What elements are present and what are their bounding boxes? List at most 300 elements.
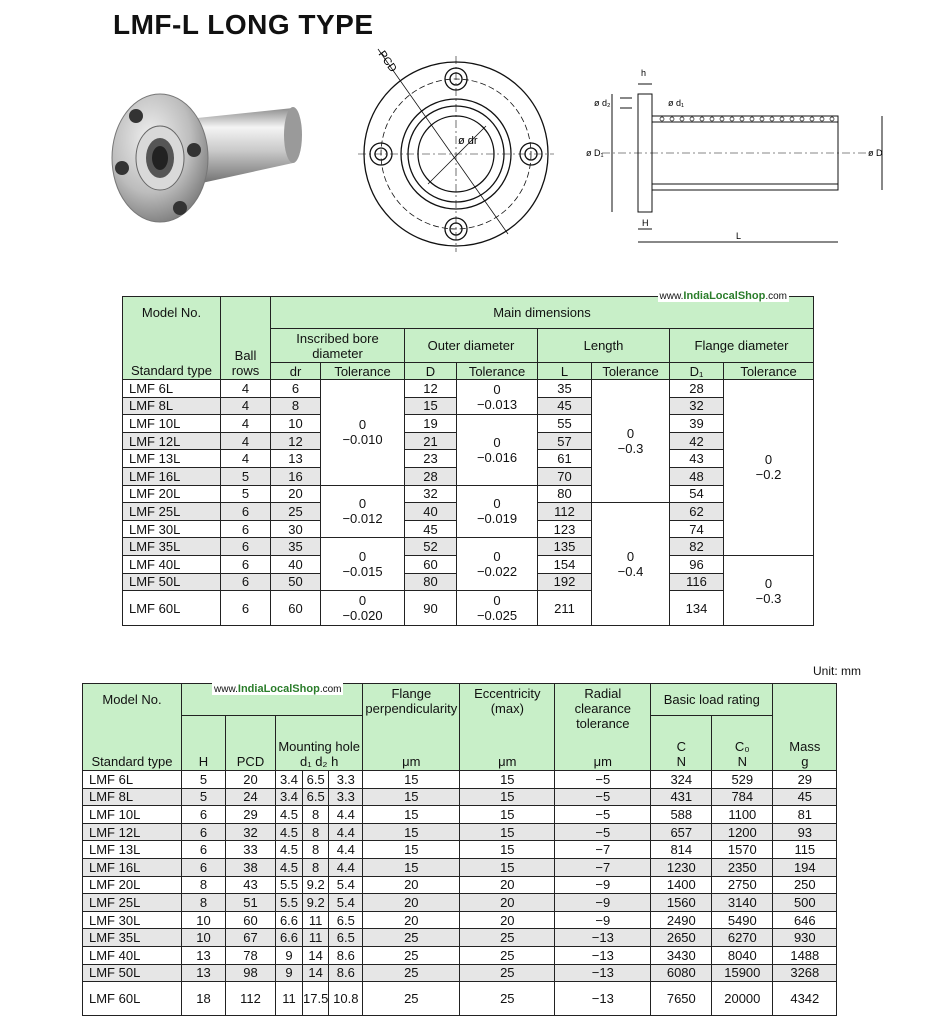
- model-cell: LMF 30L: [123, 520, 221, 538]
- dr-cell: 16: [271, 467, 321, 485]
- ball-rows-cell: 6: [221, 503, 271, 521]
- C-cell: 1560: [651, 894, 712, 912]
- C-cell: 2650: [651, 929, 712, 947]
- tolerance-cell: 0 −0.010: [321, 380, 405, 486]
- D-cell: 40: [405, 503, 457, 521]
- D-cell: 45: [405, 520, 457, 538]
- table-row: [83, 929, 837, 947]
- L-cell: 192: [538, 573, 592, 591]
- C0-cell: 1100: [712, 806, 773, 824]
- tolerance-cell: 0 −0.016: [457, 415, 538, 485]
- ecc-cell: 15: [460, 788, 555, 806]
- ecc-cell: 25: [460, 982, 555, 1016]
- table-row: [83, 788, 837, 806]
- rad-cell: −5: [555, 823, 651, 841]
- h-cell: 4.4: [329, 823, 363, 841]
- mass-cell: 3268: [773, 964, 837, 982]
- d2-cell: 8: [303, 858, 329, 876]
- fp-cell: 25: [363, 929, 460, 947]
- L-cell: 70: [538, 467, 592, 485]
- model-cell: LMF 6L: [83, 771, 182, 789]
- fp-cell: 15: [363, 788, 460, 806]
- H-cell: 6: [182, 823, 226, 841]
- PCD-cell: 78: [226, 946, 276, 964]
- d1-cell: 9: [276, 964, 303, 982]
- dr-cell: 60: [271, 591, 321, 626]
- bore-group-header: Inscribed bore diameter: [271, 329, 405, 363]
- table-row: [123, 591, 814, 626]
- D-label: ø D: [868, 148, 883, 158]
- table-row: [83, 876, 837, 894]
- table-row: [123, 485, 814, 503]
- D1-label: ø D₁: [586, 148, 604, 158]
- table-row: [83, 964, 837, 982]
- ball-rows-cell: 5: [221, 467, 271, 485]
- D-cell: 15: [405, 397, 457, 415]
- fp-cell: 25: [363, 982, 460, 1016]
- dr-label: ø dr: [458, 135, 478, 147]
- d1-cell: 5.5: [276, 894, 303, 912]
- d1-label: ø d₁: [668, 98, 685, 108]
- ecc-cell: 15: [460, 858, 555, 876]
- mass-cell: 93: [773, 823, 837, 841]
- dr-cell: 35: [271, 538, 321, 556]
- C-cell: 3430: [651, 946, 712, 964]
- mass-cell: 115: [773, 841, 837, 859]
- H-cell: 8: [182, 894, 226, 912]
- ecc-cell: 25: [460, 964, 555, 982]
- unit-N: N: [712, 754, 773, 771]
- C0-cell: 529: [712, 771, 773, 789]
- model-cell: LMF 20L: [83, 876, 182, 894]
- D1-cell: 43: [670, 450, 724, 468]
- L-cell: 135: [538, 538, 592, 556]
- tolerance-cell: 0 −0.012: [321, 485, 405, 538]
- ecc-cell: 25: [460, 946, 555, 964]
- C-cell: 1400: [651, 876, 712, 894]
- model-cell: LMF 40L: [83, 946, 182, 964]
- rad-cell: −13: [555, 929, 651, 947]
- C-cell: 588: [651, 806, 712, 824]
- H-cell: 8: [182, 876, 226, 894]
- L-label: L: [736, 231, 742, 241]
- mass-cell: 1488: [773, 946, 837, 964]
- mass-cell: 500: [773, 894, 837, 912]
- ecc-cell: 15: [460, 806, 555, 824]
- sub-tol: Tolerance: [321, 363, 405, 380]
- D1-cell: 28: [670, 380, 724, 398]
- ecc-cell: 20: [460, 894, 555, 912]
- main-dimensions-table: [122, 290, 814, 626]
- PCD-cell: 43: [226, 876, 276, 894]
- length-group-header: Length: [538, 329, 670, 363]
- dr-cell: 25: [271, 503, 321, 521]
- D-cell: 21: [405, 432, 457, 450]
- model-cell: LMF 25L: [83, 894, 182, 912]
- h-cell: 3.3: [329, 771, 363, 789]
- mass-header: Mass: [773, 716, 837, 754]
- H-cell: 5: [182, 788, 226, 806]
- PCD-cell: 67: [226, 929, 276, 947]
- h-cell: 8.6: [329, 964, 363, 982]
- D-cell: 90: [405, 591, 457, 626]
- D-cell: 28: [405, 467, 457, 485]
- L-cell: 154: [538, 555, 592, 573]
- PCD-header: PCD: [226, 754, 276, 771]
- d1-cell: 4.5: [276, 823, 303, 841]
- dr-cell: 8: [271, 397, 321, 415]
- D1-cell: 62: [670, 503, 724, 521]
- dr-cell: 13: [271, 450, 321, 468]
- model-cell: LMF 16L: [123, 467, 221, 485]
- H-label: H: [642, 218, 649, 228]
- sub-tol: Tolerance: [724, 363, 814, 380]
- dr-cell: 10: [271, 415, 321, 433]
- d2-cell: 8: [303, 806, 329, 824]
- D1-cell: 39: [670, 415, 724, 433]
- ecc-cell: 20: [460, 876, 555, 894]
- model-cell: LMF 20L: [123, 485, 221, 503]
- outer-group-header: Outer diameter: [405, 329, 538, 363]
- mass-cell: 4342: [773, 982, 837, 1016]
- C0-cell: 1570: [712, 841, 773, 859]
- model-cell: LMF 13L: [83, 841, 182, 859]
- dr-cell: 40: [271, 555, 321, 573]
- fp-cell: 25: [363, 946, 460, 964]
- d1-cell: 9: [276, 946, 303, 964]
- model-cell: LMF 10L: [83, 806, 182, 824]
- model-cell: LMF 50L: [83, 964, 182, 982]
- d2-cell: 14: [303, 946, 329, 964]
- table-row: [83, 894, 837, 912]
- dr-cell: 6: [271, 380, 321, 398]
- model-cell: LMF 40L: [123, 555, 221, 573]
- C0-cell: 1200: [712, 823, 773, 841]
- C-cell: 2490: [651, 911, 712, 929]
- D-cell: 60: [405, 555, 457, 573]
- dr-cell: 12: [271, 432, 321, 450]
- d1-cell: 3.4: [276, 771, 303, 789]
- mass-cell: 250: [773, 876, 837, 894]
- mounting-hole-header: Mounting hole: [276, 716, 363, 754]
- rad-cell: −5: [555, 788, 651, 806]
- ecc-cell: 20: [460, 911, 555, 929]
- h-cell: 6.5: [329, 929, 363, 947]
- PCD-cell: 32: [226, 823, 276, 841]
- H-cell: 6: [182, 806, 226, 824]
- C-cell: 7650: [651, 982, 712, 1016]
- d2-cell: 6.5: [303, 788, 329, 806]
- table-row: [123, 415, 814, 433]
- H-cell: 13: [182, 946, 226, 964]
- standard-type-header: Standard type: [83, 754, 182, 771]
- watermark: www.IndiaLocalShop.com: [214, 683, 342, 695]
- D-cell: 52: [405, 538, 457, 556]
- L-cell: 45: [538, 397, 592, 415]
- ecc-cell: 25: [460, 929, 555, 947]
- h-label: h: [641, 68, 647, 78]
- D1-cell: 96: [670, 555, 724, 573]
- PCD-cell: 33: [226, 841, 276, 859]
- PCD-cell: 60: [226, 911, 276, 929]
- ecc-cell: 15: [460, 771, 555, 789]
- basic-load-header: Basic load rating: [651, 684, 773, 716]
- page-title: LMF-L LONG TYPE: [113, 9, 374, 40]
- L-cell: 55: [538, 415, 592, 433]
- C0-cell: 20000: [712, 982, 773, 1016]
- watermark: www.IndiaLocalShop.com: [659, 290, 787, 302]
- model-cell: LMF 10L: [123, 415, 221, 433]
- ball-rows-cell: 6: [221, 520, 271, 538]
- L-cell: 211: [538, 591, 592, 626]
- C0-cell: 2350: [712, 858, 773, 876]
- model-cell: LMF 12L: [123, 432, 221, 450]
- main-dimensions-label: Main dimensions: [493, 305, 591, 320]
- model-cell: LMF 35L: [123, 538, 221, 556]
- D1-cell: 74: [670, 520, 724, 538]
- rad-cell: −5: [555, 806, 651, 824]
- C-cell: 6080: [651, 964, 712, 982]
- D1-cell: 82: [670, 538, 724, 556]
- product-photo: [108, 78, 308, 238]
- L-cell: 123: [538, 520, 592, 538]
- C-cell: 324: [651, 771, 712, 789]
- load-rating-table: [82, 683, 837, 1016]
- C0-cell: 3140: [712, 894, 773, 912]
- D-cell: 12: [405, 380, 457, 398]
- model-no-header: Model No.: [83, 684, 182, 716]
- rows-header: rows: [221, 363, 271, 380]
- PCD-cell: 98: [226, 964, 276, 982]
- h-cell: 3.3: [329, 788, 363, 806]
- C-cell: 431: [651, 788, 712, 806]
- sub-tol: Tolerance: [592, 363, 670, 380]
- C0-cell: 8040: [712, 946, 773, 964]
- pcd-label: PCD: [375, 48, 399, 75]
- fp-cell: 15: [363, 771, 460, 789]
- D1-cell: 116: [670, 573, 724, 591]
- model-cell: LMF 60L: [123, 591, 221, 626]
- main-dimensions-header: [271, 290, 814, 329]
- model-cell: LMF 30L: [83, 911, 182, 929]
- C0-cell: 784: [712, 788, 773, 806]
- H-cell: 13: [182, 964, 226, 982]
- rad-cell: −9: [555, 894, 651, 912]
- unit-N: N: [651, 754, 712, 771]
- C0-header: C₀: [712, 716, 773, 754]
- d2-label: ø d₂: [594, 98, 611, 108]
- d2-cell: 11: [303, 911, 329, 929]
- dr-cell: 50: [271, 573, 321, 591]
- table-row: [83, 771, 837, 789]
- tolerance-cell: 0 −0.022: [457, 538, 538, 591]
- ball-rows-cell: 5: [221, 485, 271, 503]
- model-cell: LMF 12L: [83, 823, 182, 841]
- mass-cell: 930: [773, 929, 837, 947]
- L-cell: 61: [538, 450, 592, 468]
- PCD-cell: 112: [226, 982, 276, 1016]
- h-cell: 8.6: [329, 946, 363, 964]
- PCD-cell: 20: [226, 771, 276, 789]
- table-row: [83, 841, 837, 859]
- mass-cell: 194: [773, 858, 837, 876]
- L-cell: 35: [538, 380, 592, 398]
- table-row: [83, 911, 837, 929]
- mass-cell: 81: [773, 806, 837, 824]
- d2-cell: 14: [303, 964, 329, 982]
- fp-cell: 20: [363, 911, 460, 929]
- PCD-cell: 51: [226, 894, 276, 912]
- h-cell: 5.4: [329, 876, 363, 894]
- table-row: [83, 806, 837, 824]
- fp-cell: 25: [363, 964, 460, 982]
- model-cell: LMF 13L: [123, 450, 221, 468]
- mass-cell: 29: [773, 771, 837, 789]
- ball-rows-header-top: [221, 297, 271, 329]
- rad-cell: −13: [555, 964, 651, 982]
- mass-cell: 646: [773, 911, 837, 929]
- tolerance-cell: 0 −0.2: [724, 380, 814, 556]
- model-cell: LMF 25L: [123, 503, 221, 521]
- table-row: [83, 858, 837, 876]
- D1-cell: 134: [670, 591, 724, 626]
- PCD-cell: 29: [226, 806, 276, 824]
- d1-cell: 11: [276, 982, 303, 1016]
- C-header: C: [651, 716, 712, 754]
- standard-type-header: Standard type: [123, 363, 221, 380]
- tolerance-cell: 0 −0.020: [321, 591, 405, 626]
- H-cell: 10: [182, 911, 226, 929]
- ball-rows-cell: 6: [221, 538, 271, 556]
- ball-rows-cell: 6: [221, 555, 271, 573]
- rad-cell: −7: [555, 841, 651, 859]
- C0-cell: 5490: [712, 911, 773, 929]
- rad-cell: −5: [555, 771, 651, 789]
- ball-rows-cell: 4: [221, 450, 271, 468]
- fp-cell: 15: [363, 806, 460, 824]
- ball-rows-cell: 4: [221, 432, 271, 450]
- rad-cell: −9: [555, 911, 651, 929]
- unit-um: μm: [555, 754, 651, 771]
- L-cell: 112: [538, 503, 592, 521]
- d2-cell: 6.5: [303, 771, 329, 789]
- sub-D1: D₁: [670, 363, 724, 380]
- h-cell: 4.4: [329, 858, 363, 876]
- D-cell: 19: [405, 415, 457, 433]
- table-row: [83, 823, 837, 841]
- ball-rows-cell: 6: [221, 591, 271, 626]
- H-cell: 18: [182, 982, 226, 1016]
- D1-cell: 54: [670, 485, 724, 503]
- unit-um: μm: [363, 754, 460, 771]
- model-cell: LMF 16L: [83, 858, 182, 876]
- sub-L: L: [538, 363, 592, 380]
- model-cell: LMF 60L: [83, 982, 182, 1016]
- ball-rows-cell: 4: [221, 397, 271, 415]
- d2-cell: 9.2: [303, 894, 329, 912]
- sub-dr: dr: [271, 363, 321, 380]
- D-cell: 80: [405, 573, 457, 591]
- unit-g: g: [773, 754, 837, 771]
- D1-cell: 42: [670, 432, 724, 450]
- PCD-cell: 38: [226, 858, 276, 876]
- H-cell: 6: [182, 841, 226, 859]
- L-cell: 80: [538, 485, 592, 503]
- H-cell: 5: [182, 771, 226, 789]
- fp-cell: 20: [363, 876, 460, 894]
- ball-rows-header: Ball: [221, 329, 271, 363]
- tolerance-cell: 0 −0.025: [457, 591, 538, 626]
- ecc-cell: 15: [460, 823, 555, 841]
- C-cell: 657: [651, 823, 712, 841]
- model-cell: LMF 8L: [83, 788, 182, 806]
- d2-cell: 17.5: [303, 982, 329, 1016]
- eccentricity-header: Eccentricity (max): [460, 684, 555, 754]
- model-cell: LMF 35L: [83, 929, 182, 947]
- radial-header: Radial clearance tolerance: [555, 684, 651, 754]
- side-section-diagram: [572, 64, 892, 250]
- ball-rows-cell: 4: [221, 380, 271, 398]
- rad-cell: −13: [555, 946, 651, 964]
- d2-cell: 11: [303, 929, 329, 947]
- watermark-cell: [182, 684, 363, 716]
- tolerance-cell: 0 −0.4: [592, 503, 670, 626]
- table-row: [123, 380, 814, 398]
- D1-cell: 32: [670, 397, 724, 415]
- h-cell: 4.4: [329, 841, 363, 859]
- h-cell: 4.4: [329, 806, 363, 824]
- tolerance-cell: 0 −0.015: [321, 538, 405, 591]
- tolerance-cell: 0 −0.3: [592, 380, 670, 503]
- d1-cell: 4.5: [276, 858, 303, 876]
- tolerance-cell: 0 −0.013: [457, 380, 538, 415]
- unit-label: Unit: mm: [813, 664, 861, 678]
- table-row: [83, 982, 837, 1016]
- mounting-sub-header: d₁ d₂ h: [276, 754, 363, 771]
- d1-cell: 6.6: [276, 929, 303, 947]
- C0-cell: 2750: [712, 876, 773, 894]
- d1-cell: 4.5: [276, 841, 303, 859]
- d1-cell: 6.6: [276, 911, 303, 929]
- fp-cell: 15: [363, 858, 460, 876]
- D-cell: 23: [405, 450, 457, 468]
- PCD-cell: 24: [226, 788, 276, 806]
- fp-cell: 15: [363, 823, 460, 841]
- tolerance-cell: 0 −0.019: [457, 485, 538, 538]
- rad-cell: −13: [555, 982, 651, 1016]
- ecc-cell: 15: [460, 841, 555, 859]
- tolerance-cell: 0 −0.3: [724, 555, 814, 625]
- fp-cell: 15: [363, 841, 460, 859]
- flange-perp-header: Flange perpendicularity: [363, 684, 460, 754]
- d2-cell: 8: [303, 823, 329, 841]
- d2-cell: 9.2: [303, 876, 329, 894]
- C-cell: 814: [651, 841, 712, 859]
- d2-cell: 8: [303, 841, 329, 859]
- rad-cell: −7: [555, 858, 651, 876]
- C0-cell: 6270: [712, 929, 773, 947]
- dr-cell: 20: [271, 485, 321, 503]
- D-cell: 32: [405, 485, 457, 503]
- ball-rows-cell: 4: [221, 415, 271, 433]
- front-view-diagram: [348, 44, 563, 259]
- H-cell: 6: [182, 858, 226, 876]
- h-cell: 5.4: [329, 894, 363, 912]
- model-cell: LMF 50L: [123, 573, 221, 591]
- unit-um: μm: [460, 754, 555, 771]
- rad-cell: −9: [555, 876, 651, 894]
- flange-group-header: Flange diameter: [670, 329, 814, 363]
